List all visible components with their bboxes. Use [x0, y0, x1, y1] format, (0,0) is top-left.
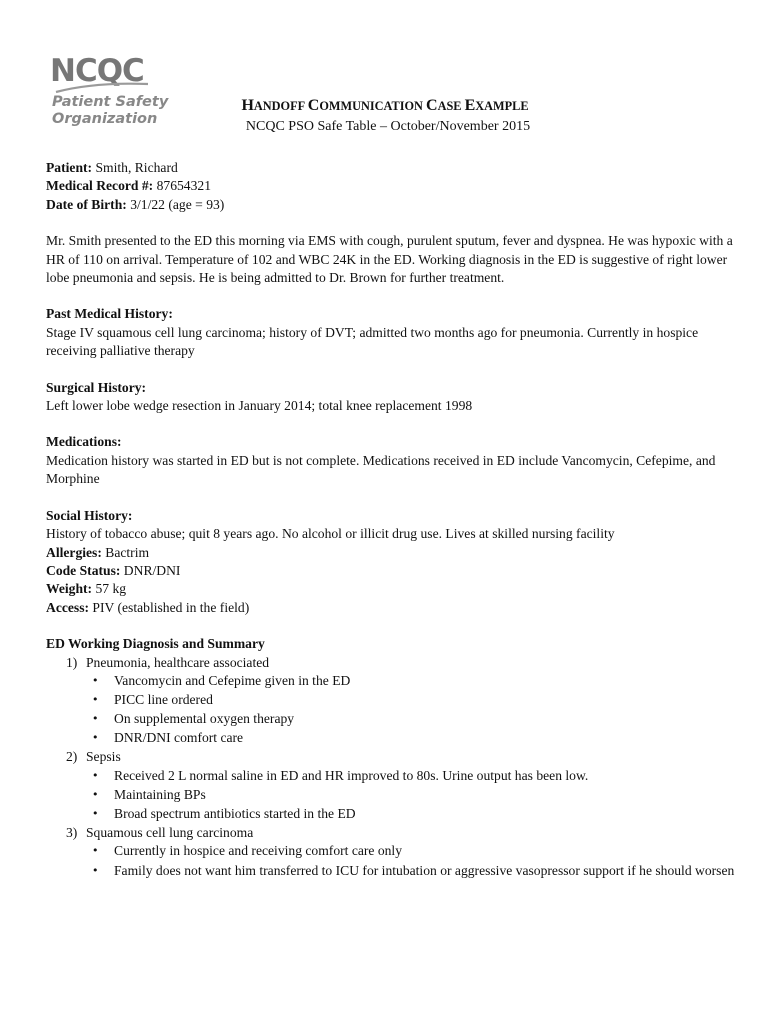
title-part: C [426, 97, 438, 114]
medical-record-line [46, 177, 736, 195]
social-heading: Social History: [46, 507, 133, 523]
title-part: C [307, 97, 320, 114]
logo-line-patient-safety: Patient Safety [52, 94, 169, 110]
title-part: H [241, 97, 254, 114]
list-item: • Maintaining BPs [86, 786, 736, 804]
document-body [46, 159, 736, 881]
presentation-summary: Mr. Smith presented to the ED this morning via EMS with cough, purulent sputum, fever and dyspnea. He was hypoxic with a HR of 110 on arrival. Temperature of 102 and WBC 24K in the ED. Working diagnosis in the ED is suggestive of right lower lobe pneumonia and sepsis. He is being admitted to Dr. Brown for further treatment. [46, 233, 733, 286]
medical-record-number: 87654321 [153, 178, 211, 194]
bullet-icon: • [92, 768, 99, 782]
list-item: • PICC line ordered [86, 691, 736, 709]
code-status-label: Code Status: [46, 562, 121, 578]
diagnosis-title: Pneumonia, healthcare associated [86, 654, 270, 670]
access-label: Access: [46, 599, 90, 615]
diagnosis-number: 3) [66, 825, 78, 840]
patient-name-label: Patient: [46, 160, 93, 175]
title-part: OMMUNICATION [319, 99, 427, 113]
list-item: • Currently in hospice and receiving comfort care only [86, 842, 736, 860]
diagnosis-heading: ED Working Diagnosis and Summary [46, 636, 265, 652]
weight-line [46, 580, 736, 598]
pmh-text: Stage IV squamous cell lung carcinoma; history of DVT; admitted two months ago for pneumonia. Currently in hospice receiving palliative therapy [46, 324, 699, 359]
diagnosis-list [46, 654, 736, 880]
logo-line-organization: Organization [52, 111, 158, 127]
list-item: • Received 2 L normal saline in ED and HR improved to 80s. Urine output has been low. [86, 767, 736, 785]
diagnosis-title: Squamous cell lung carcinoma [86, 825, 254, 840]
page-subtitle: NCQC PSO Safe Table – October/November 2015 [245, 119, 531, 134]
bullet-icon: • [92, 844, 99, 858]
surgical-text: Left lower lobe wedge resection in January 2014; total knee replacement 1998 [46, 398, 473, 414]
logo-swoosh-icon [54, 80, 150, 94]
title-part: XAMPLE [475, 99, 529, 113]
bullet-icon: • [92, 863, 99, 877]
bullet-icon: • [92, 673, 99, 687]
diagnosis-bullets [86, 767, 736, 824]
code-status-value: DNR/DNI [120, 562, 181, 578]
bullet-icon: • [92, 693, 99, 707]
list-item: • DNR/DNI comfort care [86, 729, 736, 747]
dob-label: Date of Birth: [46, 196, 127, 212]
dob-line [46, 196, 736, 214]
diagnosis-item [46, 824, 736, 880]
access-line [46, 599, 736, 617]
bullet-icon: • [92, 712, 99, 726]
medications-heading: Medications: [46, 434, 122, 450]
logo-letters: NCQC [50, 53, 144, 89]
diagnosis-item [46, 748, 736, 823]
diagnosis-bullets [86, 842, 736, 880]
surgical-heading: Surgical History: [46, 379, 147, 395]
allergies-line [46, 544, 736, 562]
list-item: • On supplemental oxygen therapy [86, 710, 736, 728]
dob-value: 3/1/22 (age = 93) [126, 196, 225, 212]
diagnosis-item [46, 654, 736, 748]
allergies-value: Bactrim [101, 544, 150, 560]
weight-label: Weight: [46, 581, 93, 597]
title-part: ANDOFF [253, 99, 308, 113]
patient-name-line [46, 159, 736, 177]
social-text: History of tobacco abuse; quit 8 years ago. No alcohol or illicit drug use. Lives at skilled nursing facility [46, 526, 615, 542]
page-title [0, 96, 770, 116]
diagnosis-bullets [86, 672, 736, 748]
allergies-label: Allergies: [46, 544, 102, 560]
medical-record-label: Medical Record #: [46, 178, 154, 194]
medications-text: Medication history was started in ED but is not complete. Medications received in ED include Vancomycin, Cefepime, and Morphine [46, 452, 716, 487]
diagnosis-number: 2) [66, 749, 78, 765]
pmh-heading: Past Medical History: [46, 306, 173, 322]
access-value: PIV (established in the field) [89, 599, 250, 615]
bullet-icon: • [92, 731, 99, 745]
diagnosis-title: Sepsis [86, 749, 121, 765]
title-part: ASE [437, 99, 465, 113]
code-status-line [46, 562, 736, 580]
diagnosis-number: 1) [66, 654, 78, 670]
list-item: • Broad spectrum antibiotics started in the ED [86, 805, 736, 823]
bullet-icon: • [92, 806, 99, 820]
list-item: • Family does not want him transferred to ICU for intubation or aggressive vasopressor support if he should worsen [86, 862, 736, 880]
weight-value: 57 kg [92, 581, 127, 597]
bullet-icon: • [92, 787, 99, 801]
title-part: E [464, 97, 476, 114]
patient-name: Smith, Richard [92, 160, 178, 175]
list-item: • Vancomycin and Cefepime given in the ED [86, 672, 736, 690]
